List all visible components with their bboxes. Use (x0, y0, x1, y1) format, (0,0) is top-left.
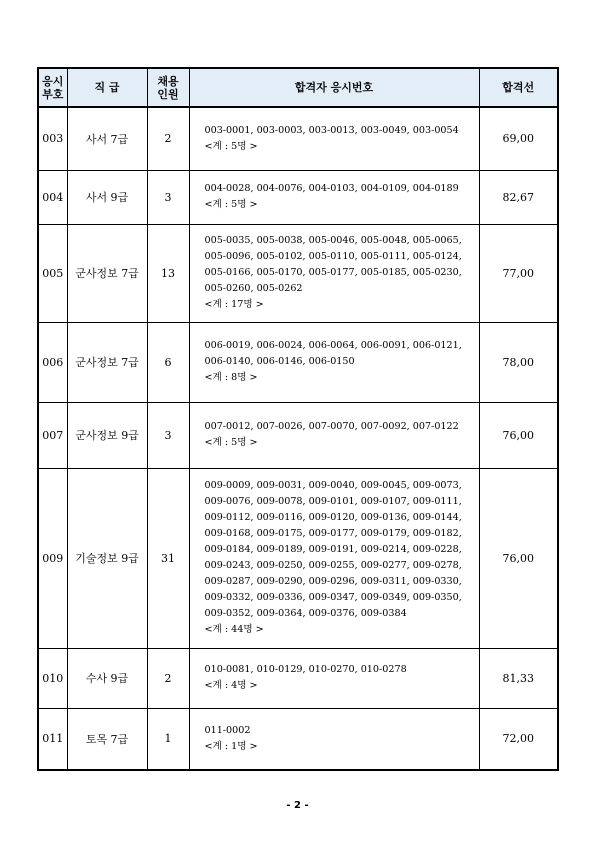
row-numbers (189, 468, 479, 648)
row-numbers (189, 708, 479, 770)
row-count: <계 : 4명 > (204, 680, 258, 691)
row-quota: 6 (147, 322, 189, 402)
row-count: <계 : 44명 > (204, 624, 264, 635)
row-count: <계 : 5명 > (204, 437, 258, 448)
row-grade: 수사 9급 (67, 648, 147, 708)
table-row (38, 708, 558, 770)
row-cutoff: 76,00 (479, 468, 558, 648)
row-grade: 군사정보 7급 (67, 322, 147, 402)
table-row (38, 402, 558, 468)
row-count: <계 : 17명 > (204, 299, 264, 310)
row-numbers (189, 402, 479, 468)
row-number-list: 009-0009, 009-0031, 009-0040, 009-0045, 009-0073, 009-0076, 009-0078, 009-0101, 009-0107, 009-0111, 009-0112, 009-0116, 009-0120, 009-0136, 009-0144, 009-0168, 009-0175, 009-0177, 009-0179, 009-0182, 009-0184, 009-0189, 009-0191, 009-0214, 009-0228, 009-0243, 009-0250, 009-0255, 009-0277, 009-0278, 009-0287, 009-0290, 009-0296, 009-0311, 009-0330, 009-0332, 009-0336, 009-0347, 009-0349, 009-0350, 009-0352, 009-0364, 009-0376, 009-0384 (204, 480, 462, 619)
row-count: <계 : 1명 > (204, 740, 258, 752)
row-grade: 토목 7급 (67, 708, 147, 770)
row-quota: 3 (147, 402, 189, 468)
row-code: 011 (38, 708, 67, 770)
row-code: 005 (38, 224, 67, 322)
row-grade: 군사정보 9급 (67, 402, 147, 468)
row-quota: 3 (147, 170, 189, 224)
row-numbers (189, 170, 479, 224)
row-cutoff: 77,00 (479, 224, 558, 322)
row-quota: 13 (147, 224, 189, 322)
row-numbers (189, 107, 479, 170)
row-cutoff: 81,33 (479, 648, 558, 708)
table-row (38, 322, 558, 402)
row-quota: 31 (147, 468, 189, 648)
page-number: - 2 - (286, 800, 309, 811)
table-row (38, 107, 558, 170)
row-code: 004 (38, 170, 67, 224)
row-numbers (189, 648, 479, 708)
table-row (38, 648, 558, 708)
row-code: 009 (38, 468, 67, 648)
row-code: 010 (38, 648, 67, 708)
row-quota: 2 (147, 107, 189, 170)
results-table (37, 67, 559, 771)
header-numbers: 합격자 응시번호 (189, 68, 479, 107)
row-cutoff: 76,00 (479, 402, 558, 468)
row-cutoff: 72,00 (479, 708, 558, 770)
row-grade: 사서 9급 (67, 170, 147, 224)
row-code: 003 (38, 107, 67, 170)
row-cutoff: 78,00 (479, 322, 558, 402)
row-code: 007 (38, 402, 67, 468)
row-number-list: 010-0081, 010-0129, 010-0270, 010-0278 (204, 664, 407, 675)
table-row (38, 224, 558, 322)
header-quota: 채용 인원 (147, 68, 189, 107)
table-row (38, 170, 558, 224)
table-header-row (38, 68, 558, 107)
table-row (38, 468, 558, 648)
row-count: <계 : 8명 > (204, 372, 258, 383)
row-count: <계 : 5명 > (204, 199, 258, 210)
row-grade: 사서 7급 (67, 107, 147, 170)
row-number-list: 005-0035, 005-0038, 005-0046, 005-0048, 005-0065, 005-0096, 005-0102, 005-0110, 005-0111, 005-0124, 005-0166, 005-0170, 005-0177, 005-0185, 005-0230, 005-0260, 005-0262 (204, 235, 462, 294)
row-numbers (189, 224, 479, 322)
row-cutoff: 82,67 (479, 170, 558, 224)
row-number-list: 004-0028, 004-0076, 004-0103, 004-0109, 004-0189 (204, 183, 459, 194)
header-grade: 직 급 (67, 68, 147, 107)
row-cutoff: 69,00 (479, 107, 558, 170)
row-grade: 군사정보 7급 (67, 224, 147, 322)
header-cutoff: 합격선 (479, 68, 558, 107)
row-grade: 기술정보 9급 (67, 468, 147, 648)
row-number-list: 007-0012, 007-0026, 007-0070, 007-0092, 007-0122 (204, 421, 459, 432)
row-numbers (189, 322, 479, 402)
row-number-list: 011-0002 (204, 724, 251, 736)
row-quota: 2 (147, 648, 189, 708)
row-number-list: 003-0001, 003-0003, 003-0013, 003-0049, 003-0054 (204, 124, 459, 136)
row-count: <계 : 5명 > (204, 140, 258, 152)
row-code: 006 (38, 322, 67, 402)
row-number-list: 006-0019, 006-0024, 006-0064, 006-0091, 006-0121, 006-0140, 006-0146, 006-0150 (204, 340, 462, 367)
header-code: 응시 부호 (38, 68, 67, 107)
row-quota: 1 (147, 708, 189, 770)
